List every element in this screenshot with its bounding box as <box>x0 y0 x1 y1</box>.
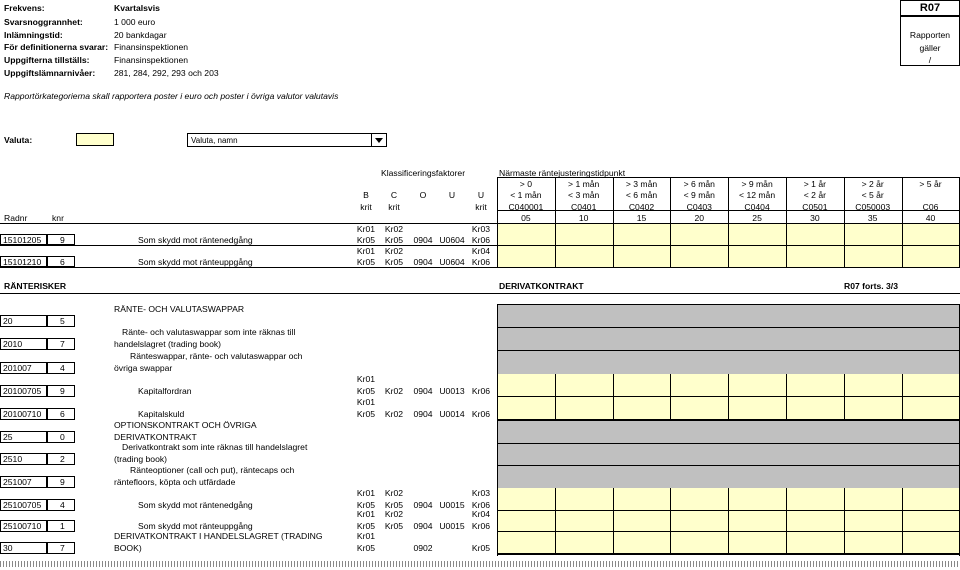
interval-code: C050003 <box>855 202 891 212</box>
interval-to: < 12 mån <box>739 190 776 200</box>
knr: 7 <box>60 543 65 553</box>
row-label: RÄNTE- OCH VALUTASWAPPAR <box>114 304 245 314</box>
amount-input-cell[interactable] <box>787 532 845 554</box>
amount-input-cell[interactable] <box>556 374 614 397</box>
row-label: Som skydd mot ränteuppgång <box>138 521 253 531</box>
amount-input-cell[interactable] <box>729 246 787 268</box>
amount-input-cell[interactable] <box>845 374 903 397</box>
header-value: Kvartalsvis <box>114 3 160 13</box>
factor-code: Kr02 <box>384 409 404 419</box>
knr: 2 <box>60 454 65 464</box>
radnr: 25100705 <box>3 500 42 510</box>
form-code: R07 <box>919 2 941 14</box>
amount-input-cell[interactable] <box>787 246 845 268</box>
shaded-area <box>497 420 960 488</box>
factor-code: 0904 <box>413 235 433 245</box>
amount-input-cell[interactable] <box>671 532 729 554</box>
row-label: Som skydd mot ränteuppgång <box>138 257 253 267</box>
amount-input-cell[interactable] <box>614 532 672 554</box>
radnr: 25 <box>3 432 13 442</box>
knr: 1 <box>60 521 65 531</box>
factor-code: U0015 <box>439 500 465 510</box>
amount-input-cell[interactable] <box>671 374 729 397</box>
factor-code: Kr05 <box>356 235 376 245</box>
amount-input-cell[interactable] <box>614 224 672 246</box>
knr: 0 <box>60 432 65 442</box>
header-label: För definitionerna svarar: <box>4 42 109 52</box>
interval-col-num: 30 <box>810 213 820 223</box>
header-label: Inlämningstid: <box>4 30 63 40</box>
interval-col-num: 40 <box>925 213 936 223</box>
row-label: (trading book) <box>114 454 168 464</box>
interval-from: > 0 <box>519 179 532 189</box>
interval-col-num: 15 <box>636 213 647 223</box>
radnr: 2510 <box>3 454 23 464</box>
radnr: 15101205 <box>3 235 42 245</box>
amount-input-cell[interactable] <box>787 374 845 397</box>
amount-input-cell[interactable] <box>787 397 845 420</box>
row-label: DERIVATKONTRAKT <box>114 432 197 442</box>
currency-select[interactable] <box>187 133 387 147</box>
header-value: 281, 284, 292, 293 och 203 <box>114 68 219 78</box>
factor-code: Kr01 <box>356 224 376 234</box>
interval-col-num: 20 <box>694 213 705 223</box>
currency-code-input[interactable] <box>76 133 114 146</box>
amount-input-cell[interactable] <box>729 488 787 511</box>
interval-to: < 2 år <box>803 190 826 200</box>
factor-letter: O <box>419 190 427 200</box>
factor-code: Kr05 <box>356 409 376 419</box>
amount-input-cell[interactable] <box>498 224 556 246</box>
factor-code: Kr05 <box>356 257 376 267</box>
factor-code: Kr04 <box>471 246 491 256</box>
amount-input-cell[interactable] <box>498 397 556 420</box>
row-label: handelslagret (trading book) <box>114 339 222 349</box>
factor-code: Kr04 <box>471 509 491 519</box>
interval-to: < 9 mån <box>683 190 715 200</box>
page-bottom-border <box>0 561 960 567</box>
header-label: Uppgiftslämnarnivåer: <box>4 68 96 78</box>
amount-input-cell[interactable] <box>614 511 672 532</box>
interval-code: C040001 <box>508 202 544 212</box>
factor-code: 0902 <box>413 543 433 553</box>
amount-input-cell[interactable] <box>614 246 672 268</box>
header-label: Svarsnoggrannhet: <box>4 17 83 27</box>
factor-code: Kr05 <box>356 500 376 510</box>
factor-code: Kr05 <box>471 543 491 553</box>
interval-to: < 6 mån <box>625 190 658 200</box>
row-line <box>497 443 960 444</box>
row-line <box>497 350 960 351</box>
amount-input-cell[interactable] <box>498 511 556 532</box>
amount-input-cell[interactable] <box>903 246 960 268</box>
row-line <box>0 267 960 268</box>
interval-col-num: 35 <box>867 213 878 223</box>
galler-label: gäller <box>919 43 941 53</box>
row-label: Som skydd mot räntenedgång <box>138 500 253 510</box>
factor-code: Kr02 <box>384 386 404 396</box>
factor-letter: U <box>477 190 485 200</box>
interval-to: < 1 mån <box>510 190 542 200</box>
interval-col-num: 25 <box>752 213 762 223</box>
row-line <box>497 327 960 328</box>
factor-code: Kr06 <box>471 235 491 245</box>
amount-input-cell[interactable] <box>729 511 787 532</box>
row-label: Derivatkontrakt som inte räknas till handelslagret <box>122 442 308 452</box>
interval-code: C06 <box>922 202 939 212</box>
top-table-line <box>0 223 497 224</box>
interval-code: C0404 <box>744 202 770 212</box>
section-line <box>0 293 960 294</box>
section-title: DERIVATKONTRAKT <box>499 281 584 291</box>
factor-code: 0904 <box>413 409 433 419</box>
knr: 6 <box>60 257 65 267</box>
amount-input-cell[interactable] <box>614 488 672 511</box>
amount-input-cell[interactable] <box>556 511 614 532</box>
knr: 9 <box>60 477 65 487</box>
amount-input-cell[interactable] <box>903 224 960 246</box>
factor-code: Kr03 <box>471 488 491 498</box>
amount-input-cell[interactable] <box>614 397 672 420</box>
amount-input-cell[interactable] <box>845 397 903 420</box>
header-label: Frekvens: <box>4 3 45 13</box>
radnr: 20100705 <box>3 386 42 396</box>
row-label: Som skydd mot räntenedgång <box>138 235 253 245</box>
factor-code: Kr02 <box>384 246 404 256</box>
row-line <box>497 465 960 466</box>
interval-from: > 6 mån <box>683 179 715 189</box>
radnr: 2010 <box>3 339 23 349</box>
interval-code: C0402 <box>628 202 655 212</box>
factor-code: U0604 <box>439 257 465 267</box>
section-page: R07 forts. 3/3 <box>844 281 898 291</box>
amount-input-cell[interactable] <box>729 224 787 246</box>
row-label: Ränte- och valutaswappar som inte räknas till <box>122 327 296 337</box>
radnr: 30 <box>3 543 13 553</box>
factor-code: Kr03 <box>471 224 491 234</box>
knr: 7 <box>60 339 65 349</box>
interval-col-num: 10 <box>578 213 589 223</box>
factor-code: Kr06 <box>471 409 491 419</box>
factor-code: Kr01 <box>356 509 376 519</box>
chevron-down-icon[interactable] <box>371 134 386 146</box>
factor-letter: B <box>363 190 369 200</box>
factor-code: U0015 <box>439 521 465 531</box>
class-factors-title: Klassificeringsfaktorer <box>381 168 466 178</box>
currency-label: Valuta: <box>4 135 33 145</box>
amount-input-cell[interactable] <box>729 532 787 554</box>
interval-from: > 5 år <box>919 179 942 189</box>
row-label: räntefloors, köpta och utfärdade <box>114 477 236 487</box>
factor-code: Kr02 <box>384 509 404 519</box>
shaded-area <box>497 304 960 374</box>
amount-input-cell[interactable] <box>729 374 787 397</box>
factor-code: Kr05 <box>384 235 404 245</box>
note-text: Rapportörkategorierna skall rapportera poster i euro och poster i övriga valutor valutavis <box>4 91 339 101</box>
interval-from: > 2 år <box>861 179 884 189</box>
knr: 6 <box>60 409 65 419</box>
factor-code: U0014 <box>439 409 465 419</box>
row-line <box>497 554 960 555</box>
amount-input-cell[interactable] <box>614 374 672 397</box>
factor-code: Kr01 <box>356 488 376 498</box>
interval-from: > 1 mån <box>568 179 600 189</box>
interval-from: > 1 år <box>803 179 826 189</box>
amount-input-cell[interactable] <box>556 246 614 268</box>
currency-select-value: Valuta, namn <box>191 136 238 145</box>
amount-input-cell[interactable] <box>498 374 556 397</box>
amount-input-cell[interactable] <box>498 532 556 554</box>
amount-input-cell[interactable] <box>845 511 903 532</box>
header-label: Uppgifterna tillställs: <box>4 55 90 65</box>
amount-input-cell[interactable] <box>903 374 960 397</box>
row-line <box>497 420 960 421</box>
factor-code: U0013 <box>439 386 465 396</box>
amount-input-cell[interactable] <box>787 488 845 511</box>
amount-input-cell[interactable] <box>903 488 960 511</box>
amount-input-cell[interactable] <box>903 511 960 532</box>
factor-code: 0904 <box>413 500 433 510</box>
row-label: Kapitalskuld <box>138 409 185 419</box>
header-value: Finansinspektionen <box>114 55 189 65</box>
radnr: 201007 <box>3 363 32 373</box>
factor-code: Kr02 <box>384 488 404 498</box>
factor-krit: krit <box>475 202 487 212</box>
knr: 9 <box>60 386 65 396</box>
interval-to: < 5 år <box>861 190 884 200</box>
factor-code: 0904 <box>413 386 433 396</box>
factor-code: Kr06 <box>471 521 491 531</box>
knr: 4 <box>60 500 65 510</box>
amount-input-cell[interactable] <box>845 224 903 246</box>
factor-code: Kr05 <box>356 521 376 531</box>
amount-input-cell[interactable] <box>845 246 903 268</box>
factor-code: Kr06 <box>471 500 491 510</box>
factor-code: Kr01 <box>356 397 376 407</box>
knr: 9 <box>60 235 65 245</box>
amount-input-cell[interactable] <box>671 511 729 532</box>
factor-code: Kr06 <box>471 257 491 267</box>
row-label: Ränteoptioner (call och put), räntecaps och <box>130 465 295 475</box>
row-label: OPTIONSKONTRAKT OCH ÖVRIGA <box>114 420 257 430</box>
factor-code: Kr05 <box>356 543 376 553</box>
amount-input-cell[interactable] <box>903 532 960 554</box>
amount-input-cell[interactable] <box>556 532 614 554</box>
amount-input-cell[interactable] <box>498 246 556 268</box>
interval-code: C0401 <box>571 202 597 212</box>
row-label: BOOK) <box>114 543 142 553</box>
factor-code: Kr01 <box>356 246 376 256</box>
factor-letter: C <box>390 190 398 200</box>
section-title: RÄNTERISKER <box>4 281 67 291</box>
header-value: Finansinspektionen <box>114 42 189 52</box>
factor-code: Kr05 <box>384 521 404 531</box>
interval-col-num: 05 <box>521 213 531 223</box>
header-value: 20 bankdagar <box>114 30 167 40</box>
factor-krit: krit <box>360 202 372 212</box>
factor-code: Kr05 <box>384 257 404 267</box>
factor-code: Kr06 <box>471 386 491 396</box>
factor-krit: krit <box>388 202 400 212</box>
amount-input-cell[interactable] <box>671 246 729 268</box>
amount-input-cell[interactable] <box>671 488 729 511</box>
interval-title: Närmaste räntejusteringstidpunkt <box>499 168 626 178</box>
factor-code: Kr02 <box>384 224 404 234</box>
radnr: 15101210 <box>3 257 42 267</box>
interval-from: > 9 mån <box>741 179 773 189</box>
factor-code: Kr05 <box>384 500 404 510</box>
row-label: DERIVATKONTRAKT I HANDELSLAGRET (TRADING <box>114 531 323 541</box>
row-label: Kapitalfordran <box>138 386 192 396</box>
radnr: 20 <box>3 316 13 326</box>
factor-code: 0904 <box>413 257 433 267</box>
amount-input-cell[interactable] <box>556 488 614 511</box>
knr: 4 <box>60 363 65 373</box>
amount-input-cell[interactable] <box>787 511 845 532</box>
bottom-top-line <box>497 304 960 305</box>
interval-code: C0403 <box>686 202 712 212</box>
amount-input-cell[interactable] <box>903 397 960 420</box>
amount-input-cell[interactable] <box>671 397 729 420</box>
factor-code: Kr05 <box>356 386 376 396</box>
radnr: 251007 <box>3 477 32 487</box>
row-label: Ränteswappar, ränte- och valutaswappar och <box>130 351 303 361</box>
amount-input-cell[interactable] <box>787 224 845 246</box>
amount-input-cell[interactable] <box>671 224 729 246</box>
interval-from: > 3 mån <box>625 179 658 189</box>
amount-input-cell[interactable] <box>845 488 903 511</box>
radnr: 25100710 <box>3 521 42 531</box>
radnr-header: Radnr <box>4 213 28 223</box>
amount-input-cell[interactable] <box>498 488 556 511</box>
amount-input-cell[interactable] <box>845 532 903 554</box>
amount-input-cell[interactable] <box>556 224 614 246</box>
interval-to: < 3 mån <box>568 190 600 200</box>
rapporten-label: Rapporten <box>909 30 951 40</box>
interval-code: C0501 <box>802 202 828 212</box>
row-label: övriga swappar <box>114 363 173 373</box>
amount-input-cell[interactable] <box>556 397 614 420</box>
amount-input-cell[interactable] <box>729 397 787 420</box>
header-value: 1 000 euro <box>114 17 156 27</box>
factor-code: 0904 <box>413 521 433 531</box>
factor-code: Kr01 <box>356 531 376 541</box>
knr: 5 <box>60 316 65 326</box>
factor-letter: U <box>448 190 456 200</box>
factor-code: Kr01 <box>356 374 376 384</box>
factor-code: U0604 <box>439 235 465 245</box>
period-slash: / <box>928 55 932 65</box>
knr-header: knr <box>52 213 64 223</box>
radnr: 20100710 <box>3 409 42 419</box>
